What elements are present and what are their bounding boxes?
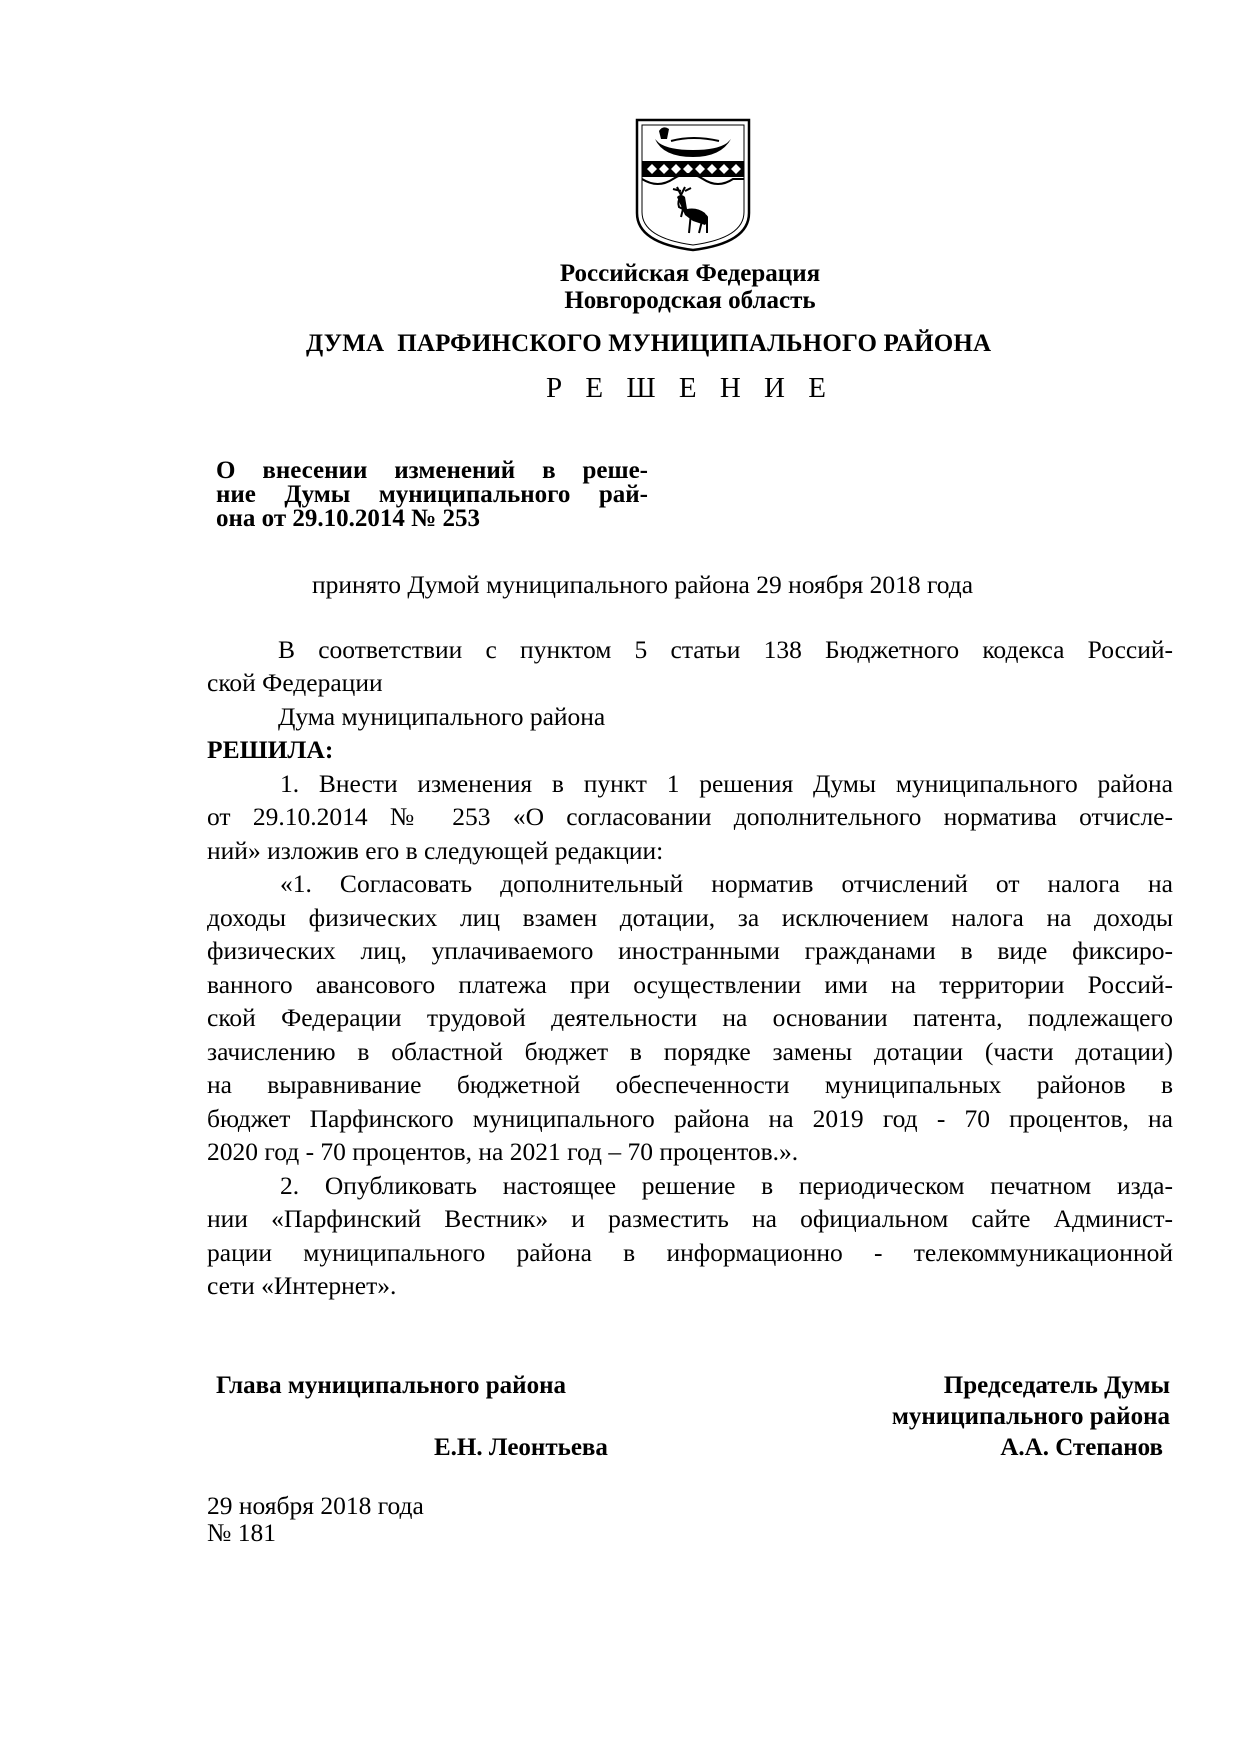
quote-line: доходы физических лиц взамен дотации, за исключением налога на доходы [207, 903, 1173, 932]
quote-line: зачислению в областной бюджет в порядке замены дотации (части дотации) [207, 1037, 1173, 1066]
decision-number: № 181 [207, 1518, 276, 1547]
preamble-line: ской Федерации [207, 668, 383, 697]
item2-line: 2. Опубликовать настоящее решение в периодическом печатном изда- [280, 1171, 1173, 1200]
subject-line: она от 29.10.2014 № 253 [216, 505, 480, 532]
item1-line: 1. Внести изменения в пункт 1 решения Думы муниципального района [280, 769, 1173, 798]
item2-line: рации муниципального района в информационно - телекоммуникационной [207, 1238, 1173, 1267]
item2-line: нии «Парфинский Вестник» и разместить на официальном сайте Админист- [207, 1204, 1173, 1233]
coat-of-arms-emblem [633, 117, 753, 253]
subject-line: О внесении изменений в реше- [216, 458, 648, 484]
item1-line: ний» изложив его в следующей редакции: [207, 836, 664, 865]
quote-line: бюджет Парфинского муниципального района на 2019 год - 70 процентов, на [207, 1104, 1173, 1133]
quote-line: ской Федерации трудовой деятельности на основании патента, подлежащего [207, 1003, 1173, 1032]
item2-line: сети «Интернет». [207, 1271, 397, 1300]
quote-line: «1. Согласовать дополнительный норматив отчислений от налога на [280, 869, 1173, 898]
subject-line: ние Думы муниципального рай- [216, 482, 648, 508]
organization-heading: ДУМА ПАРФИНСКОГО МУНИЦИПАЛЬНОГО РАЙОНА [306, 330, 992, 357]
decision-date: 29 ноября 2018 года [207, 1491, 424, 1520]
item1-line: от 29.10.2014 № 253 «О согласовании дополнительного норматива отчисле- [207, 802, 1173, 831]
quote-line: физических лиц, уплачиваемого иностранными гражданами в виде фиксиро- [207, 936, 1173, 965]
region-heading: Новгородская область [564, 287, 816, 314]
adoption-note: принято Думой муниципального района 29 ноября 2018 года [312, 570, 974, 599]
decision-keyword: РЕШИЛА: [207, 735, 334, 764]
head-title: Глава муниципального района [216, 1372, 566, 1399]
quote-line: ванного авансового платежа при осуществлении ими на территории Россий- [207, 970, 1173, 999]
duma-line: Дума муниципального района [278, 702, 606, 731]
country-heading: Российская Федерация [559, 260, 821, 287]
head-name: Е.Н. Леонтьева [434, 1434, 608, 1461]
document-type-heading: Р Е Ш Е Н И Е [546, 372, 834, 404]
chair-title: муниципального района [891, 1403, 1170, 1430]
quote-line: 2020 год - 70 процентов, на 2021 год – 70 процентов.». [207, 1137, 799, 1166]
chair-title: Председатель Думы [943, 1372, 1170, 1399]
preamble-line: В соответствии с пунктом 5 статьи 138 Бюджетного кодекса Россий- [278, 635, 1173, 664]
chair-name: А.А. Степанов [1000, 1434, 1163, 1461]
quote-line: на выравнивание бюджетной обеспеченности муниципальных районов в [207, 1070, 1173, 1099]
